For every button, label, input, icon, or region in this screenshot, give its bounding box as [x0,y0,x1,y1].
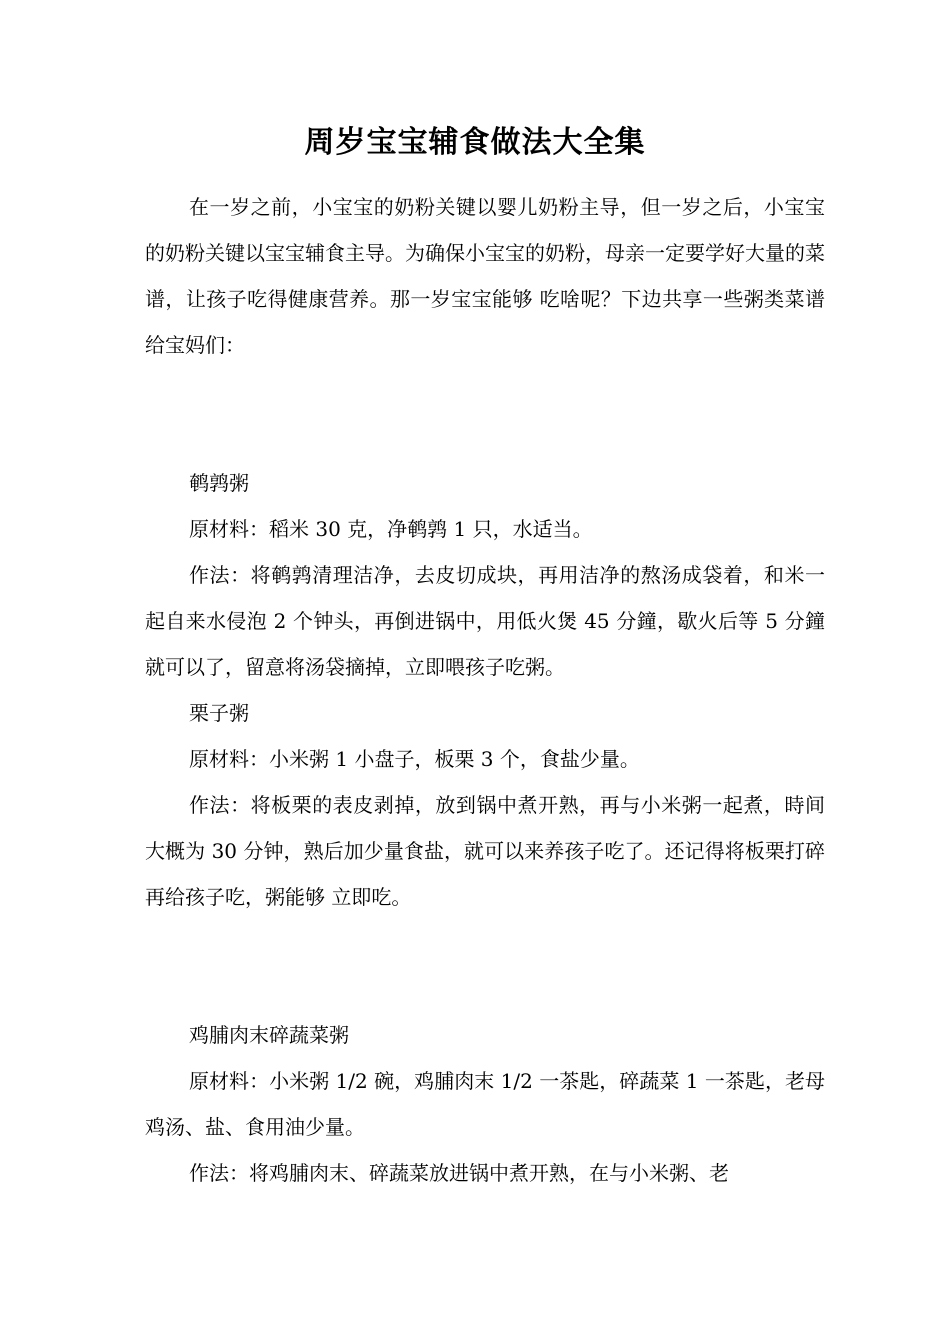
document-body [145,184,825,1196]
recipe-method: 作法：将鸡脯肉末、碎蔬菜放进锅中煮开熟，在与小米粥、老 [189,1161,729,1185]
intro-paragraph: 在一岁之前，小宝宝的奶粉关键以婴儿奶粉主导，但一岁之后，小宝宝的奶粉关键以宝宝辅食主导。为确保小宝宝的奶粉，母亲一定要学好大量的菜谱，让孩子吃得健康营养。那一岁宝宝能够 吃啥呢？下边共享一些粥类菜谱给宝妈们： [145,195,825,357]
recipe-ingredients: 原材料：小米粥 1/2 碗，鸡脯肉末 1/2 一茶匙，碎蔬菜 1 一茶匙，老母鸡汤、盐、食用油少量。 [145,1069,825,1139]
section-spacer [145,920,825,1012]
recipe-ingredients: 原材料：小米粥 1 小盘子，板栗 3 个，食盐少量。 [189,747,640,771]
recipe-method: 作法：将板栗的表皮剥掉，放到锅中煮开熟，再与小米粥一起煮，時间大概为 30 分钟，熟后加少量食盐，就可以来养孩子吃了。还记得将板栗打碎再给孩子吃，粥能够 立即吃。 [145,793,825,909]
recipe-method: 作法：将鹌鹑清理洁净，去皮切成块，再用洁净的熬汤成袋着，和米一起自来水侵泡 2 个钟头，再倒进锅中，用低火煲 45 分鐘，歇火后等 5 分鐘就可以了，留意将汤袋摘掉，立即喂孩子吃粥。 [145,563,825,679]
document-title: 周岁宝宝辅食做法大全集 [304,125,646,160]
section-spacer [145,368,825,460]
recipe-title: 栗子粥 [189,701,249,725]
recipe-title: 鹌鹑粥 [189,471,249,495]
recipe-ingredients: 原材料：稻米 30 克，净鹌鹑 1 只，水适当。 [189,517,593,541]
recipe-title: 鸡脯肉末碎蔬菜粥 [189,1023,349,1047]
